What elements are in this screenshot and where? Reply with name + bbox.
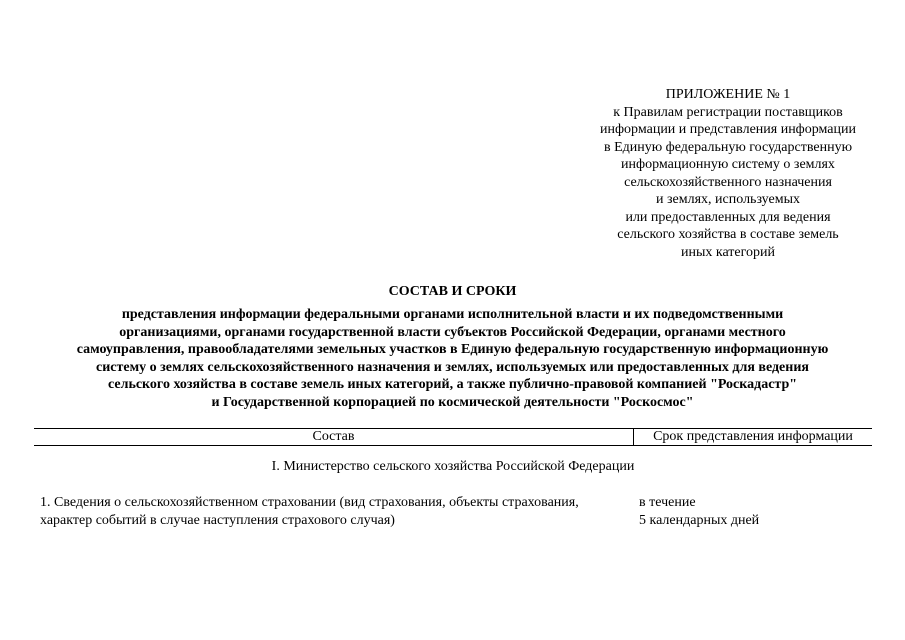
appendix-line: информации и представления информации — [600, 122, 856, 137]
composition-line: 1. Сведения о сельскохозяйственном страховании (вид страхования, объекты страхования, — [40, 495, 579, 510]
subtitle-line: сельского хозяйства в составе земель иных категорий, а также публично-правовой компанией "Роскадастр" — [107, 377, 798, 392]
table-header — [34, 428, 872, 446]
section-heading: I. Министерство сельского хозяйства Российской Федерации — [271, 459, 635, 474]
appendix-line: информационную систему о землях — [621, 157, 835, 172]
subtitle-line: самоуправления, правообладателями земельных участков в Единую федеральную государственную информационную — [76, 342, 829, 357]
appendix-line: или предоставленных для ведения — [625, 209, 831, 225]
appendix-line: ПРИЛОЖЕНИЕ № 1 — [665, 87, 791, 102]
appendix-line: сельскохозяйственного назначения — [624, 174, 832, 190]
document-subtitle — [20, 306, 885, 411]
appendix-line: к Правилам регистрации поставщиков — [613, 104, 843, 120]
subtitle-line: и Государственной корпорацией по космической деятельности "Роскосмос" — [211, 394, 694, 410]
appendix-block — [582, 86, 874, 261]
column-header-deadline: Срок представления информации — [633, 429, 872, 445]
appendix-line: иных категорий — [680, 244, 776, 260]
column-header-composition: Состав — [312, 429, 355, 444]
subtitle-line: систему о землях сельскохозяйственного назначения и землях, используемых или предоставленных для ведения — [96, 359, 809, 375]
subtitle-line: организациями, органами государственной власти субъектов Российской Федерации, органами местного — [119, 324, 786, 340]
composition-line: характер событий в случае наступления страхового случая) — [40, 513, 395, 528]
appendix-line: сельского хозяйства в составе земель — [617, 227, 839, 242]
table-row-deadline — [639, 494, 869, 530]
document-title: СОСТАВ И СРОКИ — [388, 284, 517, 299]
table-row-composition — [40, 494, 630, 530]
appendix-line: и землях, используемых — [656, 192, 800, 207]
deadline-line: в течение — [639, 495, 696, 510]
subtitle-line: представления информации федеральными органами исполнительной власти и их подведомственными — [121, 307, 784, 322]
appendix-line: в Единую федеральную государственную — [603, 139, 853, 155]
deadline-line: 5 календарных дней — [639, 513, 760, 528]
